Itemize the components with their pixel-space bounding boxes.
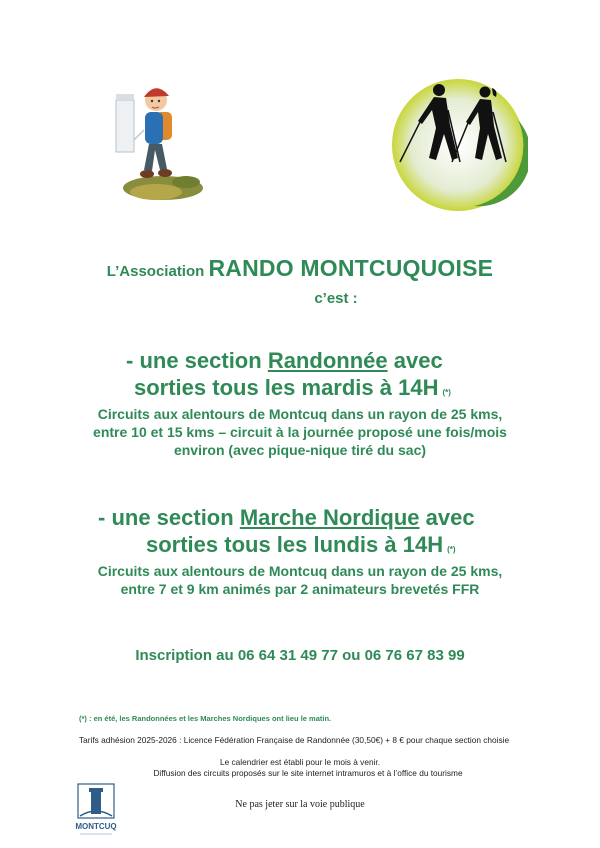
title-brand: RANDO MONTCUQUOISE bbox=[208, 255, 494, 281]
footnote: (*) : en été, les Randonnées et les Marches Nordiques ont lieu le matin. bbox=[79, 714, 332, 723]
calendar-text: Le calendrier est établi pour le mois à venir. bbox=[219, 757, 381, 767]
hiker-illustration bbox=[108, 70, 208, 205]
nordique-name: Marche Nordique bbox=[239, 505, 420, 530]
nordique-lead: - une section bbox=[98, 505, 234, 530]
randonnee-details bbox=[60, 405, 540, 459]
randonnee-footnote-mark: (*) bbox=[442, 388, 451, 397]
nordique-detail-line: entre 7 et 9 km animés par 2 animateurs brevetés FFR bbox=[120, 581, 480, 597]
nordique-after: avec bbox=[425, 505, 475, 530]
randonnee-lead: - une section bbox=[126, 348, 262, 373]
montcuq-logo-text: MONTCUQ bbox=[75, 822, 117, 831]
page-subtitle: c’est : bbox=[314, 290, 358, 307]
randonnee-after: avec bbox=[393, 348, 443, 373]
nordique-detail-line: Circuits aux alentours de Montcuq dans un rayon de 25 kms, bbox=[97, 563, 503, 579]
montcuq-logo bbox=[70, 782, 122, 838]
diffusion-text: Diffusion des circuits proposés sur le site internet intramuros et à l’office du tourisme bbox=[153, 768, 463, 778]
nordique-details bbox=[60, 562, 540, 598]
randonnee-schedule bbox=[134, 375, 451, 406]
randonnee-name: Randonnée bbox=[267, 348, 388, 373]
randonnee-heading bbox=[126, 348, 443, 374]
randonnee-detail-line: environ (avec pique-nique tiré du sac) bbox=[173, 442, 427, 458]
disposal-notice: Ne pas jeter sur la voie publique bbox=[235, 799, 365, 810]
randonnee-detail-line: entre 10 et 15 kms – circuit à la journée proposé une fois/mois bbox=[93, 424, 507, 440]
title-prefix: L’Association bbox=[106, 263, 205, 280]
inscription-phone: Inscription au 06 64 31 49 77 ou 06 76 67 83 99 bbox=[135, 647, 465, 664]
page-title bbox=[0, 255, 600, 282]
nordic-walking-logo bbox=[388, 70, 528, 220]
nordique-footnote-mark: (*) bbox=[447, 545, 456, 554]
nordique-schedule bbox=[146, 532, 456, 563]
randonnee-schedule-text: sorties tous les mardis à 14H bbox=[134, 375, 439, 400]
nordique-schedule-text: sorties tous les lundis à 14H bbox=[146, 532, 444, 557]
tarifs-text: Tarifs adhésion 2025-2026 : Licence Fédération Française de Randonnée (30,50€) + 8 € pour chaque section choisie bbox=[79, 735, 510, 745]
randonnee-detail-line: Circuits aux alentours de Montcuq dans un rayon de 25 kms, bbox=[97, 406, 503, 422]
nordique-heading bbox=[98, 505, 475, 531]
